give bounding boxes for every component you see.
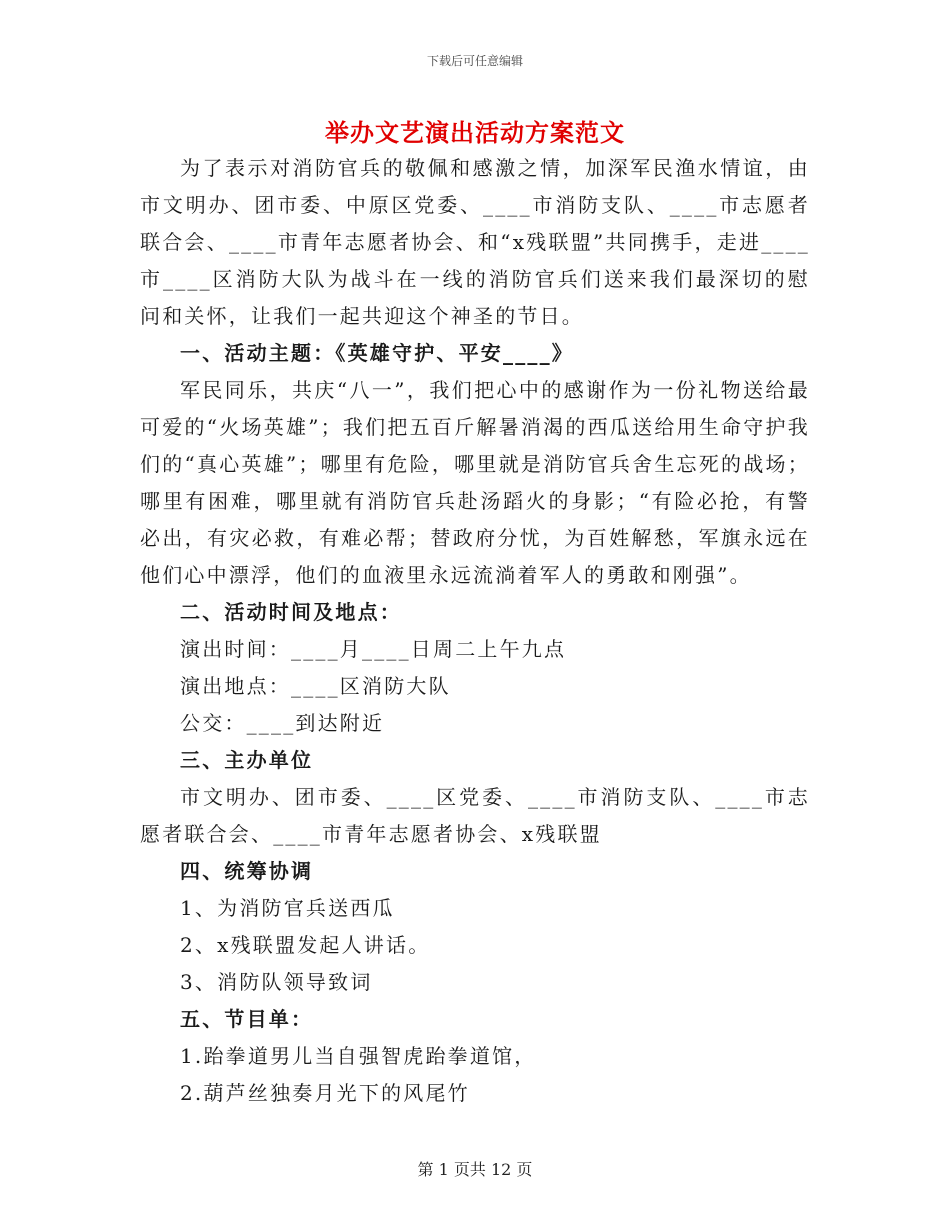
performance-time: 演出时间：____月____日周二上午九点 — [180, 637, 567, 661]
program-item: 1.跆拳道男儿当自强智虎跆拳道馆， — [180, 1044, 537, 1068]
bus-info: 公交：____到达附近 — [180, 711, 385, 735]
header-note: 下载后可任意编辑 — [426, 54, 523, 68]
coordination-item: 3、消防队领导致词 — [180, 970, 373, 994]
section-heading-organizers: 三、主办单位 — [180, 748, 314, 772]
section-heading-coordination: 四、统筹协调 — [180, 859, 314, 883]
organizers-paragraph: 市文明办、团市委、____区党委、____市消防支队、____市志愿者联合会、____市青年志愿者协会、x残联盟 — [140, 785, 810, 846]
intro-paragraph: 为了表示对消防官兵的敬佩和感激之情，加深军民渔水情谊，由市文明办、团市委、中原区党委、____市消防支队、____市志愿者联合会、____市青年志愿者协会、和“x残联盟”共同携手，走进____市____区消防大队为战斗在一线的消防官兵们送来我们最深切的慰问和关怀，让我们一起共迎这个神圣的节日。 — [140, 156, 810, 328]
document-body — [140, 150, 810, 1112]
coordination-item: 2、x残联盟发起人讲话。 — [180, 933, 431, 957]
page-number: 第 1 页共 12 页 — [417, 1160, 533, 1179]
coordination-item: 1、为消防官兵送西瓜 — [180, 896, 395, 920]
document-title: 举办文艺演出活动方案范文 — [325, 118, 625, 147]
section-heading-time-place: 二、活动时间及地点： — [180, 600, 402, 624]
section-heading-theme: 一、活动主题：《英雄守护、平安____》 — [180, 341, 574, 365]
performance-place: 演出地点：____区消防大队 — [180, 674, 451, 698]
theme-paragraph: 军民同乐，共庆“八一”，我们把心中的感谢作为一份礼物送给最可爱的“火场英雄”；我们把五百斤解暑消渴的西瓜送给用生命守护我们的“真心英雄”；哪里有危险，哪里就是消防官兵舍生忘死的战场；哪里有困难，哪里就有消防官兵赴汤蹈火的身影；“有险必抢，有警必出，有灾必救，有难必帮；替政府分忧，为百姓解愁，军旗永远在他们心中漂浮，他们的血液里永远流淌着军人的勇敢和刚强”。 — [140, 378, 810, 587]
program-item: 2.葫芦丝独奏月光下的风尾竹 — [180, 1081, 470, 1105]
section-heading-program: 五、节目单： — [180, 1007, 314, 1031]
